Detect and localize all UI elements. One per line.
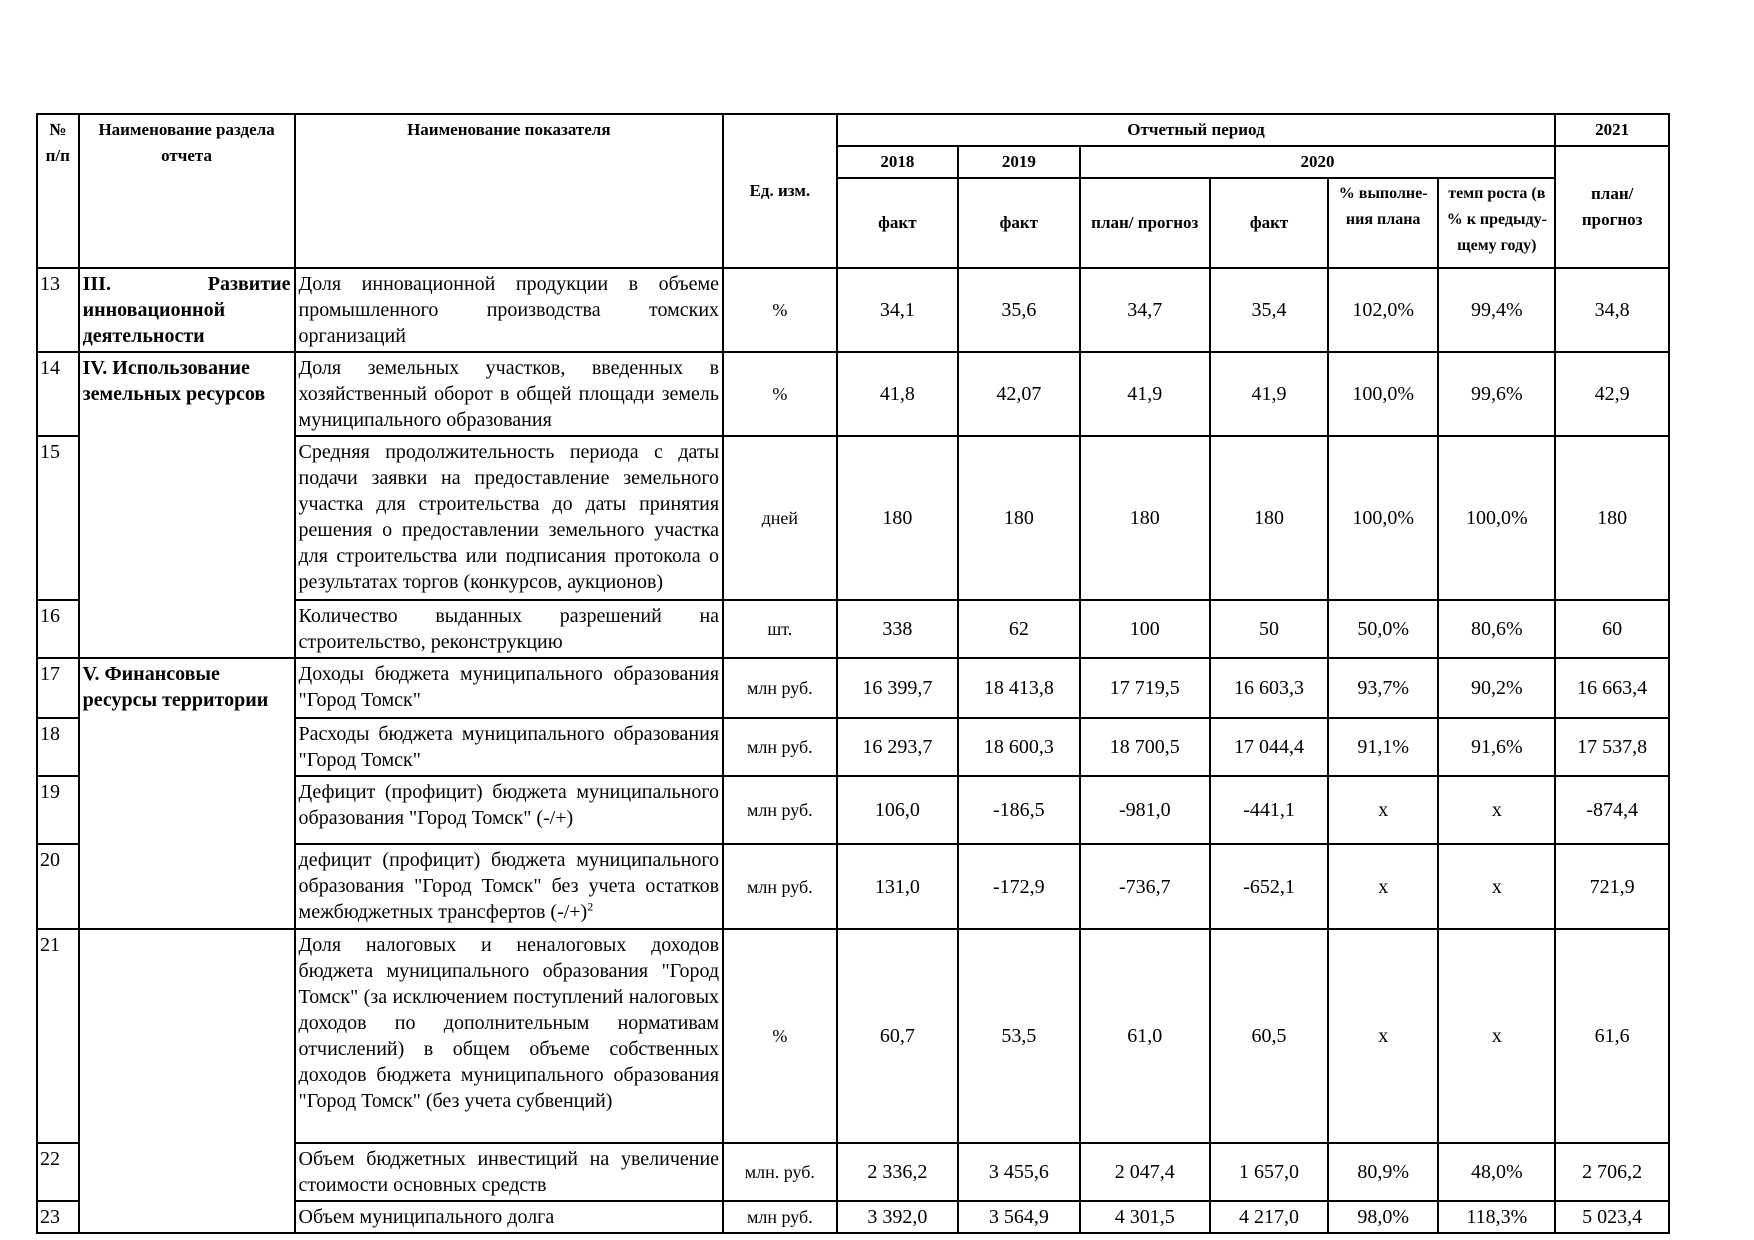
section-blank [79, 1143, 295, 1233]
value-2019: 18 413,8 [958, 658, 1079, 718]
value-2018: 2 336,2 [837, 1143, 958, 1201]
unit-cell: млн руб. [723, 658, 837, 718]
unit-cell: % [723, 929, 837, 1143]
plan-2020: 2 047,4 [1080, 1143, 1210, 1201]
unit-cell: млн руб. [723, 776, 837, 844]
indicator-name: Доходы бюджета муниципального образования "Город Томск" [295, 658, 724, 718]
table-row [37, 1143, 1669, 1201]
fact-2020: 1 657,0 [1210, 1143, 1328, 1201]
indicator-name: Доля инновационной продукции в объеме промышленного производства томских организаций [295, 268, 724, 352]
year-2019-header: 2019 [958, 146, 1079, 178]
value-2019: -186,5 [958, 776, 1079, 844]
fact-2019-header: факт [958, 178, 1079, 268]
fact-2020: 17 044,4 [1210, 718, 1328, 776]
value-2019: 3 455,6 [958, 1143, 1079, 1201]
value-2019: 3 564,9 [958, 1201, 1079, 1233]
row-number: 17 [37, 658, 79, 718]
fact-2020-header: факт [1210, 178, 1328, 268]
header-row-1 [37, 114, 1669, 146]
plan-2021: -874,4 [1555, 776, 1669, 844]
plan-2021-header: план/ прогноз [1555, 146, 1669, 268]
plan-2021: 5 023,4 [1555, 1201, 1669, 1233]
indicator-name: Объем муниципального долга [295, 1201, 724, 1233]
value-2019: 53,5 [958, 929, 1079, 1143]
value-2018: 41,8 [837, 352, 958, 436]
plan-2020: 61,0 [1080, 929, 1210, 1143]
growth-rate: х [1438, 929, 1555, 1143]
plan-2020: 17 719,5 [1080, 658, 1210, 718]
growth-rate: 80,6% [1438, 600, 1555, 658]
plan-2020: 18 700,5 [1080, 718, 1210, 776]
value-2019: 62 [958, 600, 1079, 658]
value-2018: 338 [837, 600, 958, 658]
row-number: 20 [37, 844, 79, 929]
value-2018: 180 [837, 436, 958, 600]
growth-header: темп роста (в % к предыду-щему году) [1438, 178, 1555, 268]
pct-plan: 50,0% [1328, 600, 1438, 658]
plan-2020: 4 301,5 [1080, 1201, 1210, 1233]
row-number: 22 [37, 1143, 79, 1201]
col-indicator-header: Наименование показателя [295, 114, 724, 268]
table-row [37, 929, 1669, 1143]
plan-2021: 2 706,2 [1555, 1143, 1669, 1201]
pct-plan: х [1328, 776, 1438, 844]
value-2019: 18 600,3 [958, 718, 1079, 776]
growth-rate: х [1438, 776, 1555, 844]
growth-rate: 100,0% [1438, 436, 1555, 600]
unit-cell: млн руб. [723, 1201, 837, 1233]
unit-cell: млн руб. [723, 718, 837, 776]
pct-plan: х [1328, 929, 1438, 1143]
fact-2020: 16 603,3 [1210, 658, 1328, 718]
plan-2020-header: план/ прогноз [1080, 178, 1210, 268]
plan-2021: 17 537,8 [1555, 718, 1669, 776]
section-blank [79, 929, 295, 1143]
row-number: 13 [37, 268, 79, 352]
section-name: III. Развитие инновационной деятельности [79, 268, 295, 352]
plan-2021: 34,8 [1555, 268, 1669, 352]
row-number: 16 [37, 600, 79, 658]
growth-rate: 48,0% [1438, 1143, 1555, 1201]
pct-plan: 93,7% [1328, 658, 1438, 718]
pct-plan: 80,9% [1328, 1143, 1438, 1201]
pct-plan: 91,1% [1328, 718, 1438, 776]
row-number: 19 [37, 776, 79, 844]
fact-2020: 180 [1210, 436, 1328, 600]
growth-rate: 99,6% [1438, 352, 1555, 436]
plan-2021: 60 [1555, 600, 1669, 658]
unit-cell: дней [723, 436, 837, 600]
year-2018-header: 2018 [837, 146, 958, 178]
plan-2020: 41,9 [1080, 352, 1210, 436]
indicator-name: Расходы бюджета муниципального образования "Город Томск" [295, 718, 724, 776]
growth-rate: 90,2% [1438, 658, 1555, 718]
pct-plan: 100,0% [1328, 352, 1438, 436]
indicator-name: Количество выданных разрешений на строительство, реконструкцию [295, 600, 724, 658]
value-2018: 34,1 [837, 268, 958, 352]
col-num-header: № п/п [37, 114, 79, 268]
row-number: 15 [37, 436, 79, 600]
col-unit-header: Ед. изм. [723, 114, 837, 268]
fact-2020: -652,1 [1210, 844, 1328, 929]
table-row [37, 352, 1669, 436]
plan-2021: 61,6 [1555, 929, 1669, 1143]
year-2020-header: 2020 [1080, 146, 1556, 178]
indicator-name: Доля налоговых и неналоговых доходов бюджета муниципального образования "Город Томск" (за исключением поступлений налоговых доходов по дополнительным нормативам отчислений) в общем объеме собственных доходов бюджета муниципального образования "Город Томск" (без учета субвенций) [295, 929, 724, 1143]
pct-plan: 98,0% [1328, 1201, 1438, 1233]
unit-cell: млн руб. [723, 844, 837, 929]
report-table [36, 113, 1670, 1234]
plan-2020: 100 [1080, 600, 1210, 658]
plan-2020: -736,7 [1080, 844, 1210, 929]
growth-rate: х [1438, 844, 1555, 929]
value-2018: 3 392,0 [837, 1201, 958, 1233]
pct-plan-header: % выполне-ния плана [1328, 178, 1438, 268]
table-row [37, 268, 1669, 352]
indicator-name [295, 844, 724, 929]
table-row [37, 658, 1669, 718]
fact-2020: 41,9 [1210, 352, 1328, 436]
value-2018: 131,0 [837, 844, 958, 929]
reporting-period-header: Отчетный период [837, 114, 1556, 146]
section-name: V. Финансовые ресурсы территории [79, 658, 295, 929]
row-number: 21 [37, 929, 79, 1143]
col-section-header: Наименование раздела отчета [79, 114, 295, 268]
row-number: 14 [37, 352, 79, 436]
year-2021-header: 2021 [1555, 114, 1669, 146]
fact-2020: 35,4 [1210, 268, 1328, 352]
indicator-name: Объем бюджетных инвестиций на увеличение стоимости основных средств [295, 1143, 724, 1201]
unit-cell: млн. руб. [723, 1143, 837, 1201]
fact-2020: 4 217,0 [1210, 1201, 1328, 1233]
value-2019: 42,07 [958, 352, 1079, 436]
fact-2020: -441,1 [1210, 776, 1328, 844]
growth-rate: 91,6% [1438, 718, 1555, 776]
plan-2021: 721,9 [1555, 844, 1669, 929]
fact-2018-header: факт [837, 178, 958, 268]
indicator-name: Средняя продолжительность периода с даты подачи заявки на предоставление земельного участка для строительства до даты принятия решения о предоставлении земельного участка для строительства или подписания протокола о результатах торгов (конкурсов, аукционов) [295, 436, 724, 600]
value-2018: 16 399,7 [837, 658, 958, 718]
plan-2021: 16 663,4 [1555, 658, 1669, 718]
footnote-mark: 2 [587, 899, 594, 914]
growth-rate: 118,3% [1438, 1201, 1555, 1233]
fact-2020: 50 [1210, 600, 1328, 658]
value-2019: 35,6 [958, 268, 1079, 352]
row-number: 18 [37, 718, 79, 776]
indicator-name: Дефицит (профицит) бюджета муниципального образования "Город Томск" (-/+) [295, 776, 724, 844]
unit-cell: % [723, 268, 837, 352]
plan-2021: 180 [1555, 436, 1669, 600]
value-2018: 60,7 [837, 929, 958, 1143]
section-name: IV. Использование земельных ресурсов [79, 352, 295, 658]
row-number: 23 [37, 1201, 79, 1233]
fact-2020: 60,5 [1210, 929, 1328, 1143]
value-2018: 16 293,7 [837, 718, 958, 776]
value-2018: 106,0 [837, 776, 958, 844]
unit-cell: % [723, 352, 837, 436]
plan-2020: -981,0 [1080, 776, 1210, 844]
plan-2020: 180 [1080, 436, 1210, 600]
plan-2020: 34,7 [1080, 268, 1210, 352]
growth-rate: 99,4% [1438, 268, 1555, 352]
value-2019: -172,9 [958, 844, 1079, 929]
value-2019: 180 [958, 436, 1079, 600]
plan-2021: 42,9 [1555, 352, 1669, 436]
unit-cell: шт. [723, 600, 837, 658]
pct-plan: 102,0% [1328, 268, 1438, 352]
pct-plan: х [1328, 844, 1438, 929]
indicator-text: дефицит (профицит) бюджета муниципального образования "Город Томск" без учета остатков межбюджетных трансфертов (-/+) [298, 849, 720, 923]
pct-plan: 100,0% [1328, 436, 1438, 600]
indicator-name: Доля земельных участков, введенных в хозяйственный оборот в общей площади земель муниципального образования [295, 352, 724, 436]
